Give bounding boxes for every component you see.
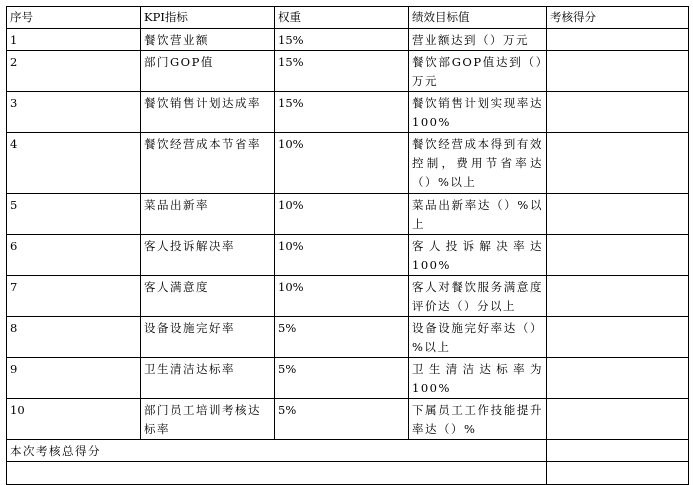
cell-goal: 客人投诉解决率达100% <box>409 235 547 276</box>
cell-score[interactable] <box>547 276 689 317</box>
table-row <box>7 92 689 133</box>
cell-weight: 5% <box>275 399 409 440</box>
cell-seq: 2 <box>7 51 141 92</box>
cell-score[interactable] <box>547 358 689 399</box>
header-goal: 绩效目标值 <box>409 7 547 29</box>
cell-score[interactable] <box>547 194 689 235</box>
cell-goal: 设备设施完好率达（）%以上 <box>409 317 547 358</box>
cell-seq: 1 <box>7 29 141 51</box>
cell-weight: 15% <box>275 29 409 51</box>
cell-goal: 营业额达到（）万元 <box>409 29 547 51</box>
header-kpi: KPI指标 <box>141 7 275 29</box>
cell-seq: 4 <box>7 133 141 194</box>
cell-weight: 10% <box>275 194 409 235</box>
table-row <box>7 194 689 235</box>
cell-goal: 餐饮部GOP值达到（）万元 <box>409 51 547 92</box>
cell-goal: 餐饮经营成本得到有效控制，费用节省率达（）%以上 <box>409 133 547 194</box>
cell-goal: 菜品出新率达（）%以上 <box>409 194 547 235</box>
header-seq: 序号 <box>7 7 141 29</box>
cell-seq: 6 <box>7 235 141 276</box>
cell-weight: 15% <box>275 92 409 133</box>
cell-seq: 5 <box>7 194 141 235</box>
cell-kpi: 卫生清洁达标率 <box>141 358 275 399</box>
cell-goal: 卫生清洁达标率为100% <box>409 358 547 399</box>
cell-kpi: 客人投诉解决率 <box>141 235 275 276</box>
cell-seq: 3 <box>7 92 141 133</box>
header-row <box>7 7 689 29</box>
cell-score[interactable] <box>547 235 689 276</box>
total-row <box>7 440 689 462</box>
cell-score[interactable] <box>547 92 689 133</box>
cell-kpi: 客人满意度 <box>141 276 275 317</box>
cell-kpi: 餐饮营业额 <box>141 29 275 51</box>
blank-cell <box>547 462 689 485</box>
table-row <box>7 51 689 92</box>
table-row <box>7 235 689 276</box>
blank-row <box>7 462 689 485</box>
cell-weight: 15% <box>275 51 409 92</box>
cell-goal: 下属员工工作技能提升率达（）% <box>409 399 547 440</box>
table-row <box>7 133 689 194</box>
table-row <box>7 276 689 317</box>
table-row <box>7 358 689 399</box>
cell-seq: 9 <box>7 358 141 399</box>
cell-score[interactable] <box>547 51 689 92</box>
cell-seq: 10 <box>7 399 141 440</box>
cell-kpi: 餐饮经营成本节省率 <box>141 133 275 194</box>
cell-goal: 餐饮销售计划实现率达100% <box>409 92 547 133</box>
header-weight: 权重 <box>275 7 409 29</box>
cell-weight: 10% <box>275 276 409 317</box>
cell-score[interactable] <box>547 317 689 358</box>
cell-weight: 10% <box>275 235 409 276</box>
cell-score[interactable] <box>547 29 689 51</box>
cell-weight: 5% <box>275 358 409 399</box>
cell-seq: 7 <box>7 276 141 317</box>
total-label: 本次考核总得分 <box>7 440 547 462</box>
cell-kpi: 设备设施完好率 <box>141 317 275 358</box>
cell-seq: 8 <box>7 317 141 358</box>
cell-kpi: 餐饮销售计划达成率 <box>141 92 275 133</box>
cell-score[interactable] <box>547 399 689 440</box>
table-row <box>7 317 689 358</box>
table-row <box>7 399 689 440</box>
cell-kpi: 菜品出新率 <box>141 194 275 235</box>
total-score[interactable] <box>547 440 689 462</box>
cell-goal: 客人对餐饮服务满意度评价达（）分以上 <box>409 276 547 317</box>
cell-kpi: 部门员工培训考核达标率 <box>141 399 275 440</box>
cell-weight: 10% <box>275 133 409 194</box>
kpi-table <box>6 6 689 485</box>
cell-weight: 5% <box>275 317 409 358</box>
cell-score[interactable] <box>547 133 689 194</box>
table-row <box>7 29 689 51</box>
cell-kpi: 部门GOP值 <box>141 51 275 92</box>
header-score: 考核得分 <box>547 7 689 29</box>
blank-cell <box>7 462 547 485</box>
